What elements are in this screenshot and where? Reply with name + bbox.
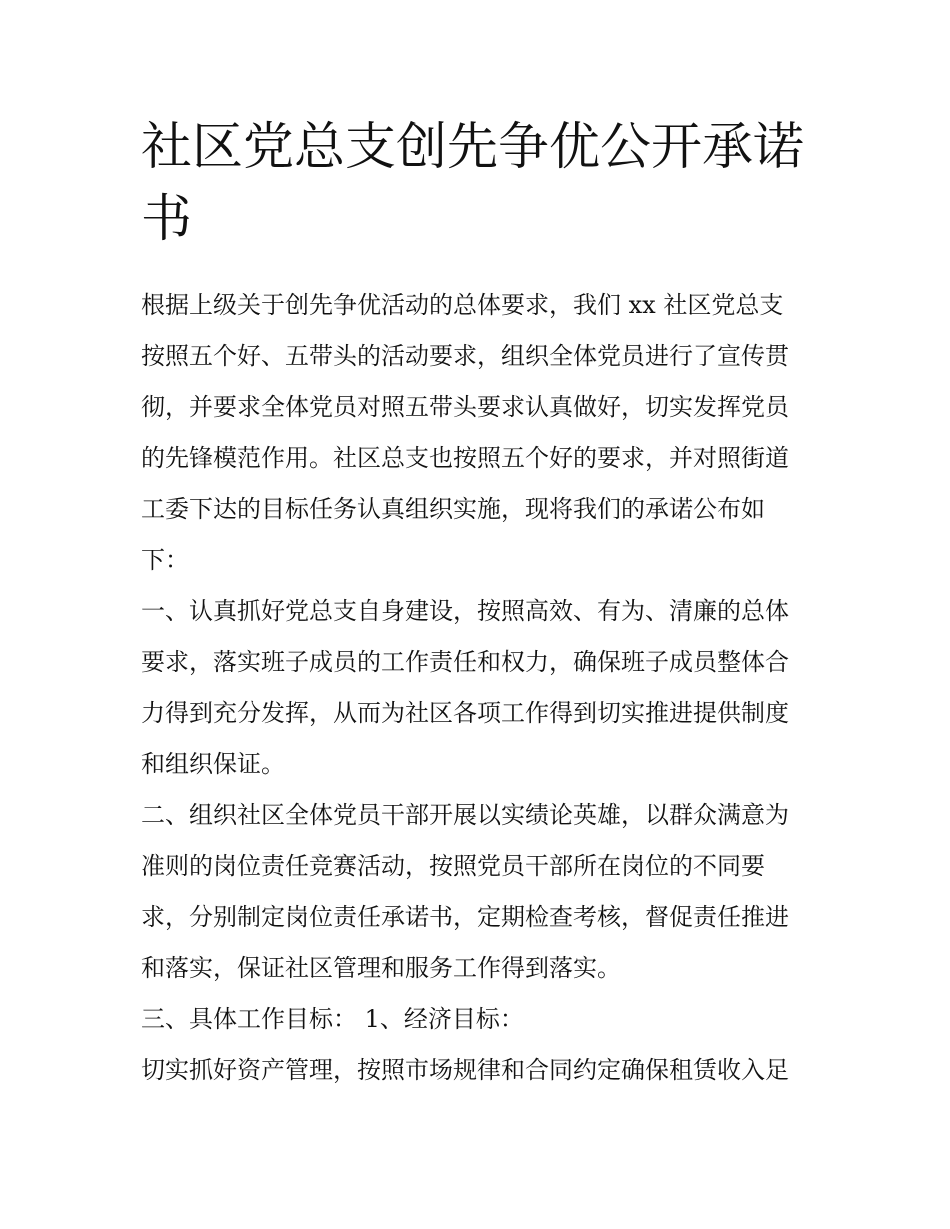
document-content [141, 112, 813, 1096]
title-line: 社区党总支创先争优公开承诺 [141, 118, 805, 177]
body-line: 彻，并要求全体党员对照五带头要求认真做好，切实发挥党员 [141, 393, 789, 421]
body-line: 的先锋模范作用。社区总支也按照五个好的要求，并对照街道 [141, 444, 789, 472]
body-line: 根据上级关于创先争优活动的总体要求，我们 xx 社区党总支 [141, 291, 784, 319]
body-line: 三、具体工作目标： 1、经济目标： [141, 1005, 524, 1033]
body-line: 准则的岗位责任竞赛活动，按照党员干部所在岗位的不同要 [141, 852, 765, 880]
body-line: 和组织保证。 [141, 750, 285, 778]
body-line: 按照五个好、五带头的活动要求，组织全体党员进行了宣传贯 [141, 342, 789, 370]
body-line: 一、认真抓好党总支自身建设，按照高效、有为、清廉的总体 [141, 597, 789, 625]
body-line: 求，分别制定岗位责任承诺书，定期检查考核，督促责任推进 [141, 903, 789, 931]
body-line: 二、组织社区全体党员干部开展以实绩论英雄，以群众满意为 [141, 801, 789, 829]
title-line: 书 [141, 190, 193, 249]
body-line: 切实抓好资产管理，按照市场规律和合同约定确保租赁收入足 [141, 1056, 789, 1084]
document-body [141, 280, 813, 1096]
body-line: 和落实，保证社区管理和服务工作得到落实。 [141, 954, 621, 982]
body-line: 力得到充分发挥，从而为社区各项工作得到切实推进提供制度 [141, 699, 789, 727]
body-line: 要求，落实班子成员的工作责任和权力，确保班子成员整体合 [141, 648, 789, 676]
body-line: 工委下达的目标任务认真组织实施，现将我们的承诺公布如 [141, 495, 765, 523]
body-line: 下： [141, 546, 189, 574]
document-title [141, 112, 813, 256]
